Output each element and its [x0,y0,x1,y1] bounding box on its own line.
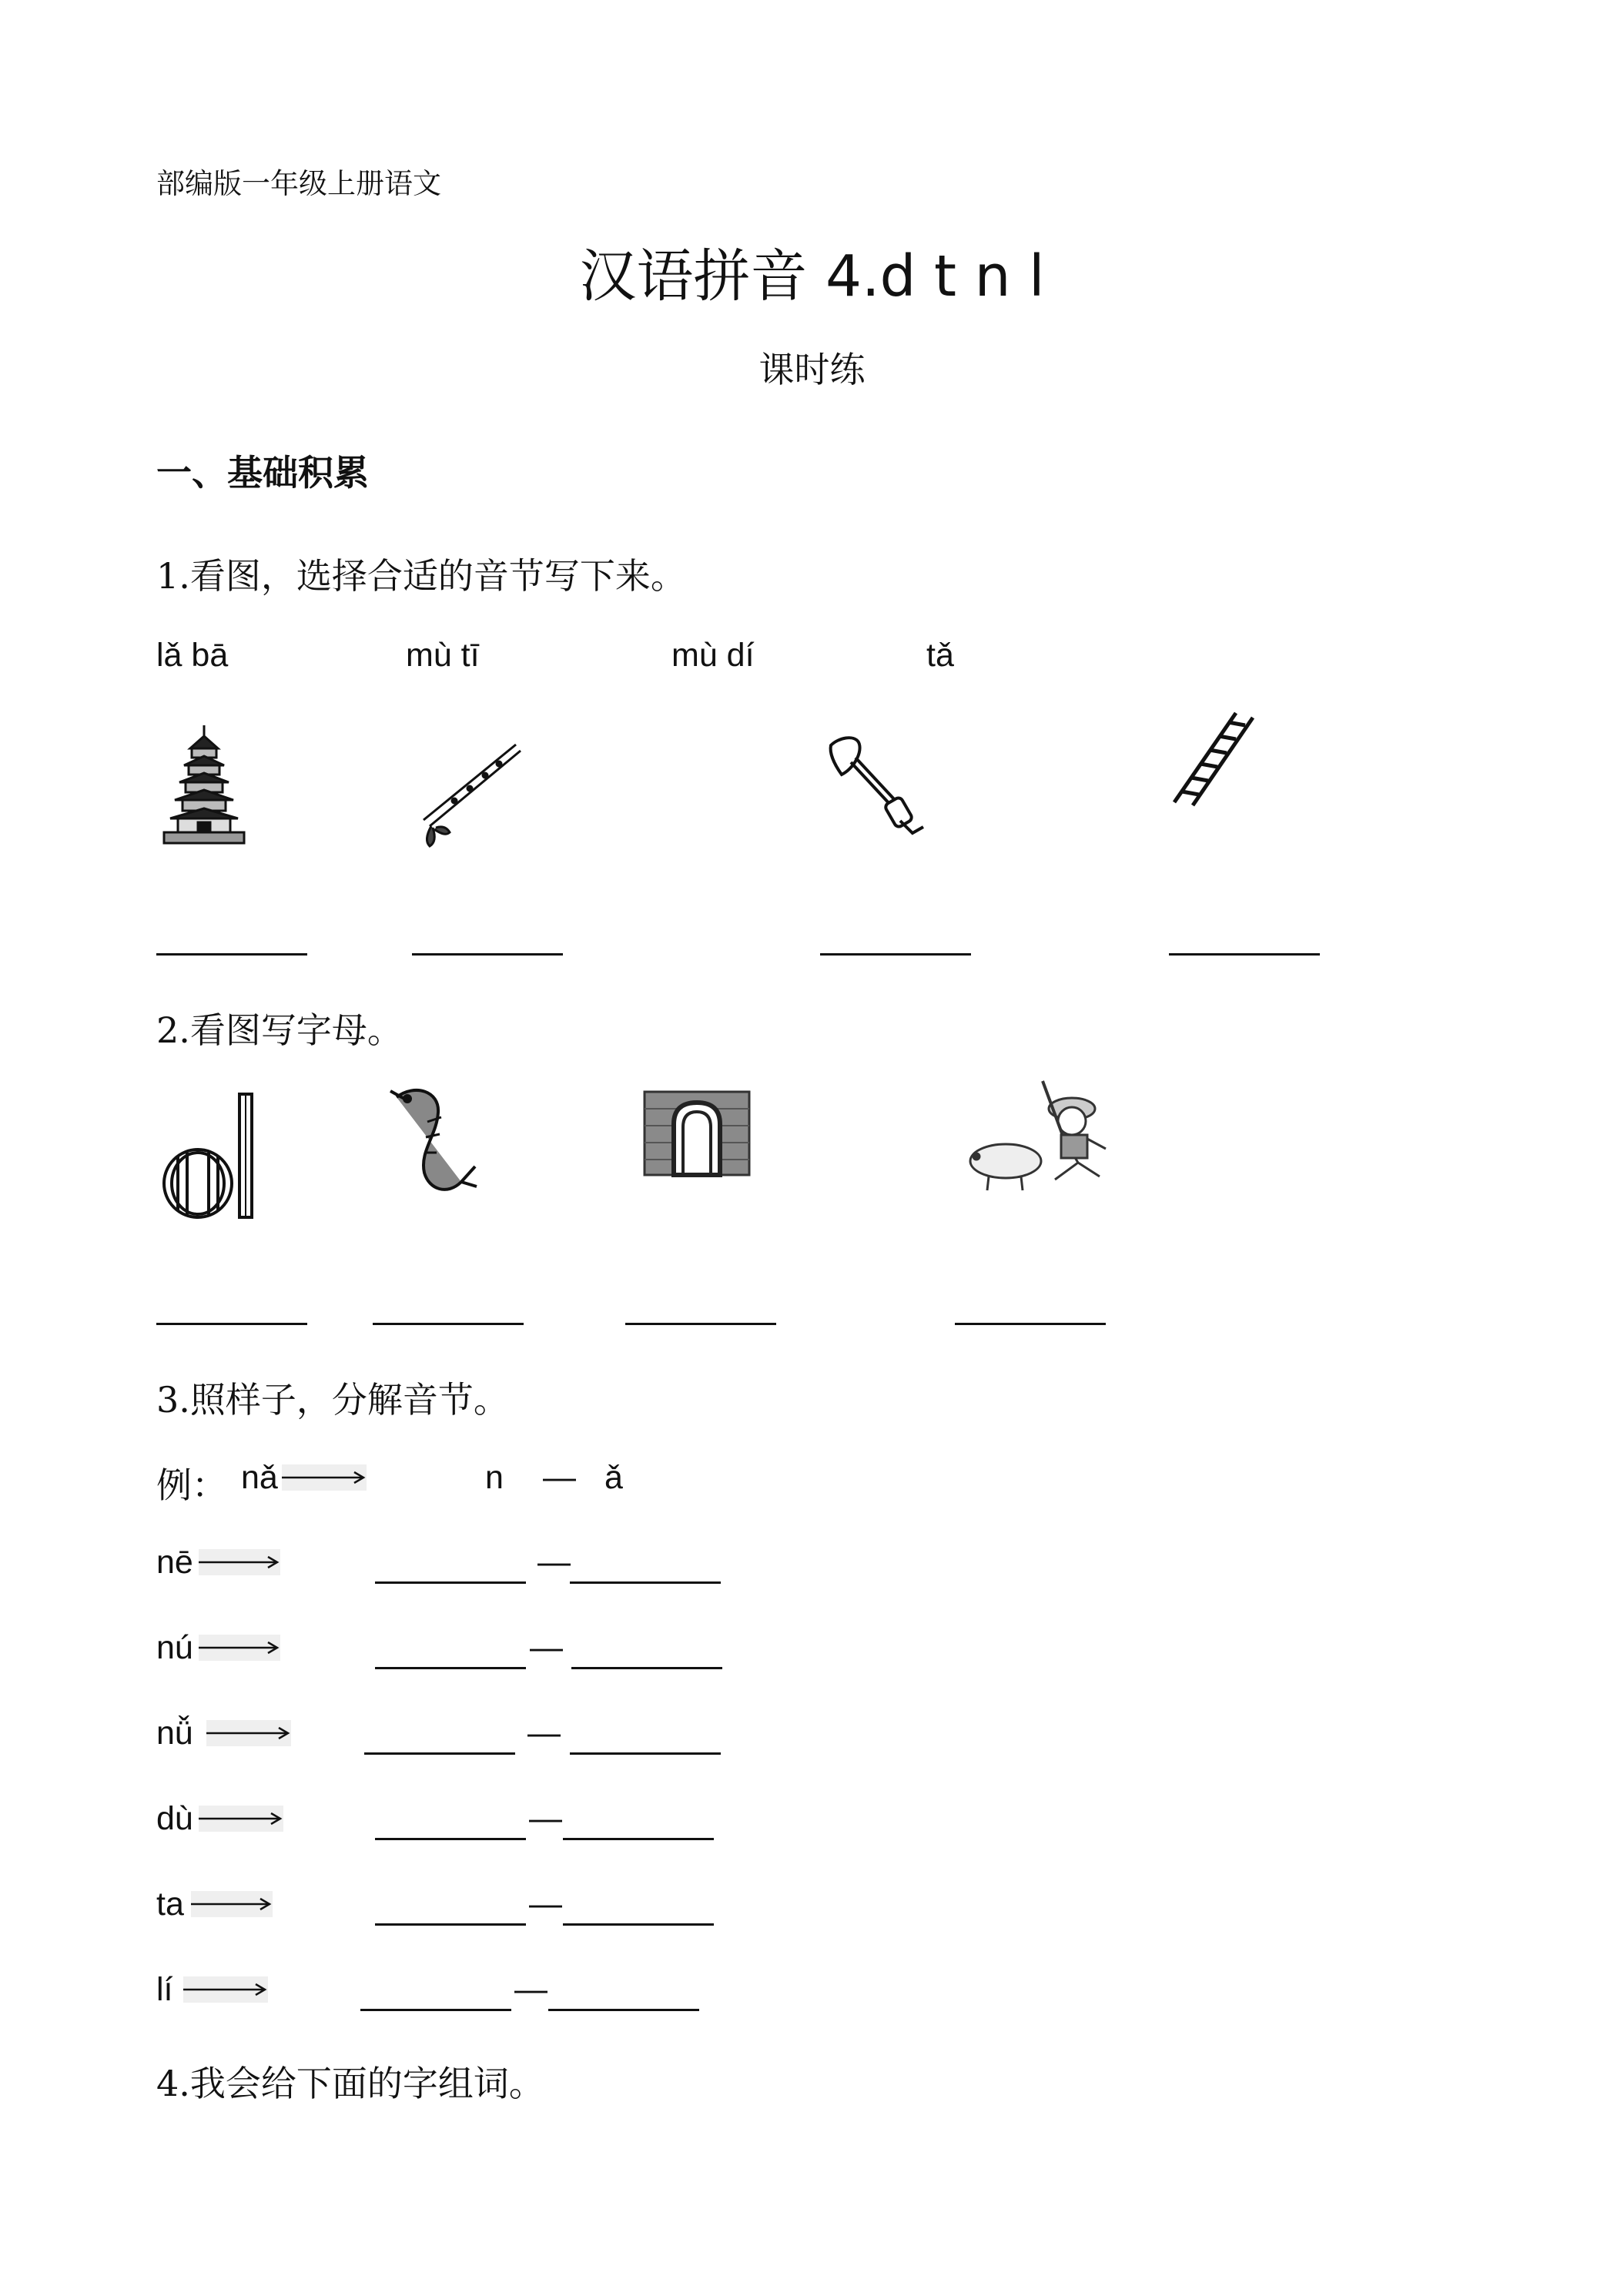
arrow-icon [206,1720,291,1746]
fish-icon [381,1082,481,1205]
answer-blank[interactable] [412,953,563,956]
answer-blank[interactable] [373,1323,524,1325]
ladder-icon [1167,708,1259,808]
question-4-prompt: 4.我会给下面的字组词。 [156,2063,544,2104]
question-2-prompt: 2.看图写字母。 [156,1009,403,1051]
example-dash: — [543,1459,576,1496]
final-blank[interactable] [570,1752,721,1755]
row-dash: — [529,1886,562,1923]
final-blank[interactable] [548,2009,699,2011]
boy-with-pig-icon [963,1078,1117,1193]
syllable-option-2: mù tī [406,637,480,674]
example-final: ǎ [604,1459,623,1496]
answer-blank[interactable] [1169,953,1320,956]
initial-blank[interactable] [364,1752,515,1755]
syllable-option-1: lǎ bā [156,637,229,674]
question-1-prompt: 1.看图，选择合适的音节写下来。 [156,555,686,597]
arch-gate-icon [643,1086,751,1178]
answer-blank[interactable] [156,1323,307,1325]
section-heading: 一、基础积累 [156,452,369,494]
final-blank[interactable] [563,1838,714,1840]
initial-blank[interactable] [375,1667,526,1669]
syllable-row-6: lí [156,1971,173,2008]
row-dash: — [529,1800,562,1837]
page-subtitle: 课时练 [758,349,866,390]
row-dash: — [527,1715,561,1752]
syllable-row-3: nǚ [156,1715,193,1752]
syllable-row-4: dù [156,1800,193,1837]
arrow-icon [199,1549,280,1575]
drum-and-stick-icon [158,1089,262,1220]
row-dash: — [514,1971,547,2008]
syllable-option-3: mù dí [671,637,755,674]
final-blank[interactable] [570,1581,721,1584]
syllable-row-5: ta [156,1886,184,1923]
initial-blank[interactable] [375,1581,526,1584]
example-initial: n [485,1459,504,1496]
answer-blank[interactable] [955,1323,1106,1325]
arrow-icon [199,1806,283,1832]
example-label: 例： [156,1464,227,1506]
answer-blank[interactable] [156,953,307,956]
arrow-icon [191,1891,273,1917]
arrow-icon [199,1635,280,1661]
syllable-row-1: nē [156,1544,193,1581]
flute-icon [408,735,531,851]
initial-blank[interactable] [375,1838,526,1840]
page-title: 汉语拼音 4.d t n l [579,243,1045,310]
arrow-icon [282,1464,367,1491]
syllable-option-4: tǎ [926,637,954,674]
final-blank[interactable] [571,1667,722,1669]
answer-blank[interactable] [820,953,971,956]
trumpet-icon [820,731,936,847]
document-header: 部编版一年级上册语文 [156,167,441,200]
row-dash: — [537,1544,571,1581]
initial-blank[interactable] [360,2009,511,2011]
initial-blank[interactable] [375,1923,526,1926]
final-blank[interactable] [563,1923,714,1926]
example-syllable: nǎ [241,1459,278,1496]
pagoda-icon [158,724,250,847]
question-3-prompt: 3.照样子，分解音节。 [156,1379,509,1421]
row-dash: — [530,1629,563,1666]
answer-blank[interactable] [625,1323,776,1325]
syllable-row-2: nú [156,1629,193,1666]
arrow-icon [183,1976,268,2003]
